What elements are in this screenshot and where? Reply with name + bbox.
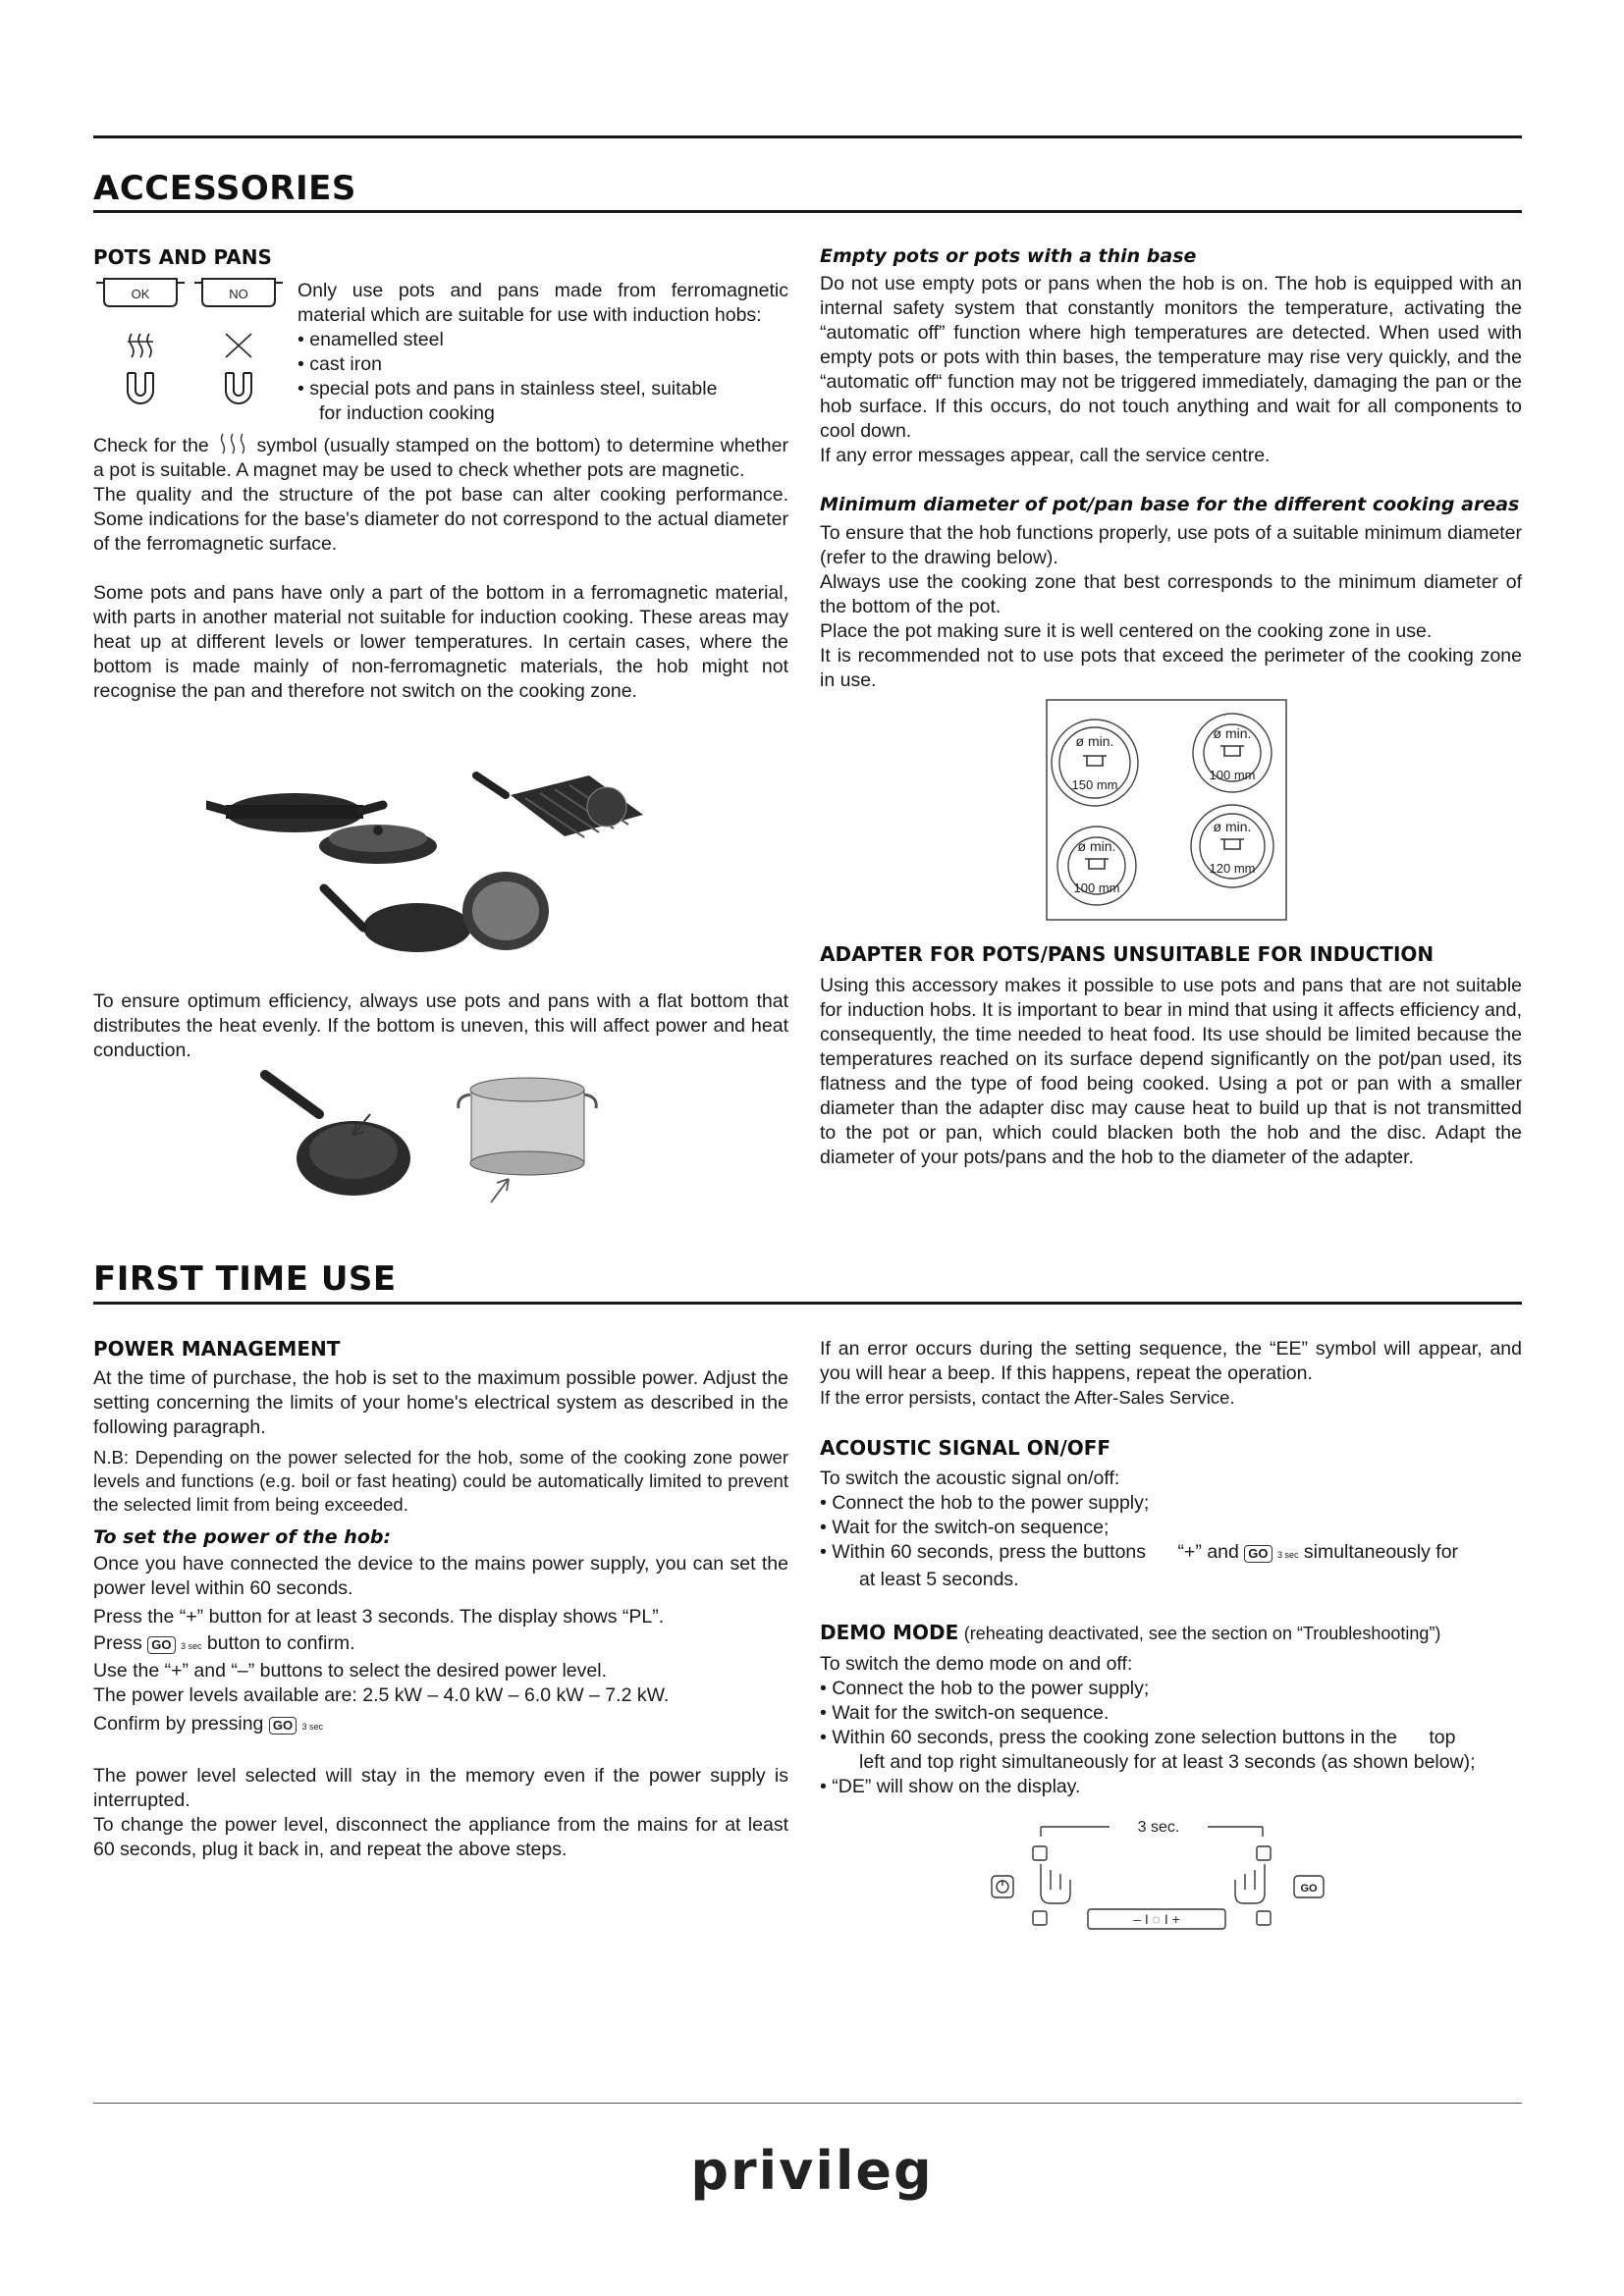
induction-ok-icon (128, 334, 153, 357)
adapter-heading: ADAPTER FOR POTS/PANS UNSUITABLE FOR INDUCTION (820, 942, 1435, 966)
material-enamelled: • enamelled steel (298, 329, 444, 350)
induction-coil-icon (215, 432, 250, 454)
no-label: NO (229, 287, 248, 301)
brand-logo: privileg (690, 2140, 934, 2202)
min-diameter-heading: Minimum diameter of pot/pan base for the different cooking areas (820, 494, 1520, 515)
set-power-heading: To set the power of the hob: (93, 1526, 392, 1548)
min-diameter-p3: Place the pot making sure it is well centered on the cooking zone in use. (820, 620, 1433, 642)
first-time-use-rule (93, 1302, 1522, 1305)
go-sec-label-2: 3 sec (301, 1722, 323, 1732)
control-panel-diagram (982, 1809, 1375, 1937)
power-management-heading: POWER MANAGEMENT (93, 1337, 341, 1361)
min-diameter-p1: To ensure that the hob functions properly, use pots of a suitable minimum diameter (refer to the drawing below). (820, 522, 1522, 568)
zone-2-size: 100 mm (1209, 768, 1256, 782)
pots-intro: Only use pots and pans made from ferromagnetic material which are suitable for use with induction hobs: (298, 280, 788, 326)
zone-1-min-label: ø min. (1075, 733, 1114, 749)
finger-left-icon (1041, 1864, 1070, 1903)
go-button-icon: GO (147, 1636, 175, 1654)
error-messages-text: If any error messages appear, call the service centre. (820, 445, 1271, 466)
ee-persist-text: If the error persists, contact the After-Sales Service. (820, 1387, 1235, 1408)
demo-b2: • Wait for the switch-on sequence. (820, 1702, 1110, 1724)
set-power-s3-pre: Press (93, 1632, 142, 1654)
stockpot-image (459, 1078, 597, 1202)
magnet-no-icon (226, 373, 251, 403)
cross-icon (226, 334, 251, 357)
empty-pots-heading: Empty pots or pots with a thin base (820, 245, 1197, 267)
panel-go-label: GO (1300, 1883, 1318, 1895)
go-sec-label: 3 sec (180, 1641, 202, 1651)
pot-quality-text: The quality and the structure of the pot base can alter cooking performance. Some indications for the base's diameter do not correspond to the actual diameter of the ferromagnetic surface. (93, 484, 788, 555)
zone-2-min-label: ø min. (1213, 725, 1252, 741)
partial-ferromagnetic-text: Some pots and pans have only a part of the bottom in a ferromagnetic material, with parts in another material not suitable for induction cooking. These areas may heat up at different levels or lower temperatures. In certain cases, where the bottom is made mainly of non-ferromagnetic materials, the hob might not recognise the pan and therefore not switch on the cooking zone. (93, 582, 788, 702)
set-power-s3 (93, 1631, 788, 1659)
acoustic-b2: • Wait for the switch-on sequence; (820, 1517, 1110, 1538)
uneven-pan-image (265, 1075, 410, 1196)
acoustic-b3-cont: at least 5 seconds. (859, 1569, 1019, 1590)
diagram-3-sec-label: 3 sec. (1137, 1819, 1180, 1836)
power-button-icon (992, 1876, 1013, 1897)
set-power-s6 (93, 1712, 788, 1739)
acoustic-b3-post: simultaneously for (1303, 1541, 1459, 1563)
acoustic-b3-pre: • Within 60 seconds, press the buttons (820, 1541, 1147, 1563)
power-nb: N.B: Depending on the power selected for the hob, some of the cooking zone power levels and functions (e.g. boil or fast heating) could be automatically limited to prevent the selected limit from being exceeded. (93, 1447, 788, 1515)
acoustic-heading: ACOUSTIC SIGNAL ON/OFF (820, 1436, 1111, 1460)
set-power-s5: The power levels available are: 2.5 kW – 4.0 kW – 6.0 kW – 7.2 kW. (93, 1684, 670, 1706)
empty-pots-block (820, 272, 1522, 468)
cooking-zones-diagram (1046, 699, 1287, 921)
material-stainless: • special pots and pans in stainless steel, suitable (298, 378, 718, 400)
ee-error-text: If an error occurs during the setting sequence, the “EE” symbol will appear, and you will hear a beep. If this happens, repeat the operation. (820, 1338, 1522, 1384)
pots-intro-block (298, 279, 788, 426)
pot-ok-no-icons (90, 275, 287, 432)
min-diameter-p4: It is recommended not to use pots that exceed the perimeter of the cooking zone in use. (820, 645, 1522, 691)
acoustic-b3 (820, 1540, 1522, 1568)
slider-symbols: – I ◌ I + (1133, 1911, 1180, 1927)
footer-rule (93, 2103, 1522, 2104)
check-symbol-post: symbol (usually stamped on the bottom) to determine whether a pot is suitable. A magnet may be used to check whether pots are magnetic. (93, 435, 788, 481)
top-rule (93, 135, 1522, 138)
material-cast-iron: • cast iron (298, 353, 382, 375)
empty-pots-text: Do not use empty pots or pans when the hob is on. The hob is equipped with an internal safety system that constantly monitors the temperature, activating the “automatic off” function where high temperatures are detected. When used with empty pots or pots with thin bases, the temperature may rise very quickly, and the “automatic off“ function may not be triggered immediately, damaging the pan or the hob surface. If this occurs, do not touch anything and wait for all components to cool down. (820, 273, 1522, 442)
demo-b1: • Connect the hob to the power supply; (820, 1678, 1150, 1699)
check-symbol-pre: Check for the (93, 435, 209, 456)
check-symbol-text (93, 432, 788, 483)
pan-with-steamer-image (324, 872, 549, 952)
demo-mode-block (820, 1621, 1522, 1799)
casserole-image (319, 825, 437, 864)
grill-pan-image (476, 775, 643, 837)
min-diameter-p2: Always use the cooking zone that best corresponds to the minimum diameter of the bottom of the pot. (820, 571, 1522, 617)
flat-bottom-illustration (260, 1065, 633, 1212)
demo-heading-line (820, 1621, 1522, 1646)
zone-3-min-label: ø min. (1077, 838, 1116, 854)
set-power-s2: Press the “+” button for at least 3 seconds. The display shows “PL”. (93, 1606, 665, 1628)
demo-mode-note: (reheating deactivated, see the section on “Troubleshooting”) (963, 1624, 1441, 1643)
power-memory-text: The power level selected will stay in the memory even if the power supply is interrupted. (93, 1765, 788, 1811)
go-button-icon-3: GO (1244, 1545, 1272, 1563)
go-button-icon-2: GO (269, 1717, 297, 1735)
demo-b3-cont: left and top right simultaneously for at least 3 seconds (as shown below); (859, 1751, 1476, 1773)
magnet-ok-icon (128, 373, 153, 403)
first-time-use-title: FIRST TIME USE (93, 1259, 397, 1299)
accessories-rule (93, 210, 1522, 213)
acoustic-block (820, 1467, 1522, 1592)
zone-4-min-label: ø min. (1213, 819, 1252, 834)
demo-mode-heading: DEMO MODE (820, 1621, 959, 1644)
go-sec-label-3: 3 sec (1276, 1550, 1299, 1560)
set-power-s4: Use the “+” and “–” buttons to select the desired power level. (93, 1660, 607, 1682)
finger-right-icon (1235, 1864, 1265, 1903)
power-management-block (93, 1366, 788, 1862)
acoustic-b3-mid: “+” and (1177, 1541, 1239, 1563)
set-power-s6-text: Confirm by pressing (93, 1713, 264, 1735)
demo-b4: • “DE” will show on the display. (820, 1776, 1081, 1797)
zone-3-size: 100 mm (1073, 881, 1120, 895)
min-diameter-block (820, 521, 1522, 693)
demo-b3: • Within 60 seconds, press the cooking zone selection buttons in the top (820, 1727, 1456, 1748)
demo-intro: To switch the demo mode on and off: (820, 1653, 1133, 1675)
ok-label: OK (131, 287, 150, 301)
set-power-s3-post: button to confirm. (206, 1632, 355, 1654)
material-stainless-cont: for induction cooking (319, 402, 495, 424)
pans-illustration (206, 766, 668, 977)
ee-error-block (820, 1337, 1522, 1410)
power-p1: At the time of purchase, the hob is set to the maximum possible power. Adjust the setting concerning the limits of your home's electrical system as described in the following paragraph. (93, 1367, 788, 1438)
accessories-title: ACCESSORIES (93, 169, 356, 208)
acoustic-b1: • Connect the hob to the power supply; (820, 1492, 1150, 1514)
zone-4-size: 120 mm (1209, 861, 1256, 876)
check-symbol-block (93, 432, 788, 704)
power-change-text: To change the power level, disconnect the appliance from the mains for at least 60 seconds, plug it back in, and repeat the above steps. (93, 1814, 788, 1860)
flat-bottom-text: To ensure optimum efficiency, always use pots and pans with a flat bottom that distributes the heat evenly. If the bottom is uneven, this will affect power and heat conduction. (93, 990, 788, 1061)
adapter-text: Using this accessory makes it possible to use pots and pans that are not suitable for induction hobs. It is important to bear in mind that using it affects efficiency and, consequently, the time needed to heat food. Its use should be limited because the temperatures reached on its surface depend significantly on the pot/pan used, its flatness and the type of food being cooked. Using a pot or pan with a smaller diameter than the adapter disc may cause heat to build up that is not transmitted to the pot or pan, which could blacken both the hob and the disc. Adapt the diameter of your pots/pans and the hob to the diameter of the adapter. (820, 975, 1522, 1168)
acoustic-intro: To switch the acoustic signal on/off: (820, 1468, 1120, 1489)
pots-pans-heading: POTS AND PANS (93, 245, 272, 269)
set-power-s1: Once you have connected the device to the mains power supply, you can set the power level within 60 seconds. (93, 1553, 788, 1599)
zone-1-size: 150 mm (1071, 777, 1118, 792)
